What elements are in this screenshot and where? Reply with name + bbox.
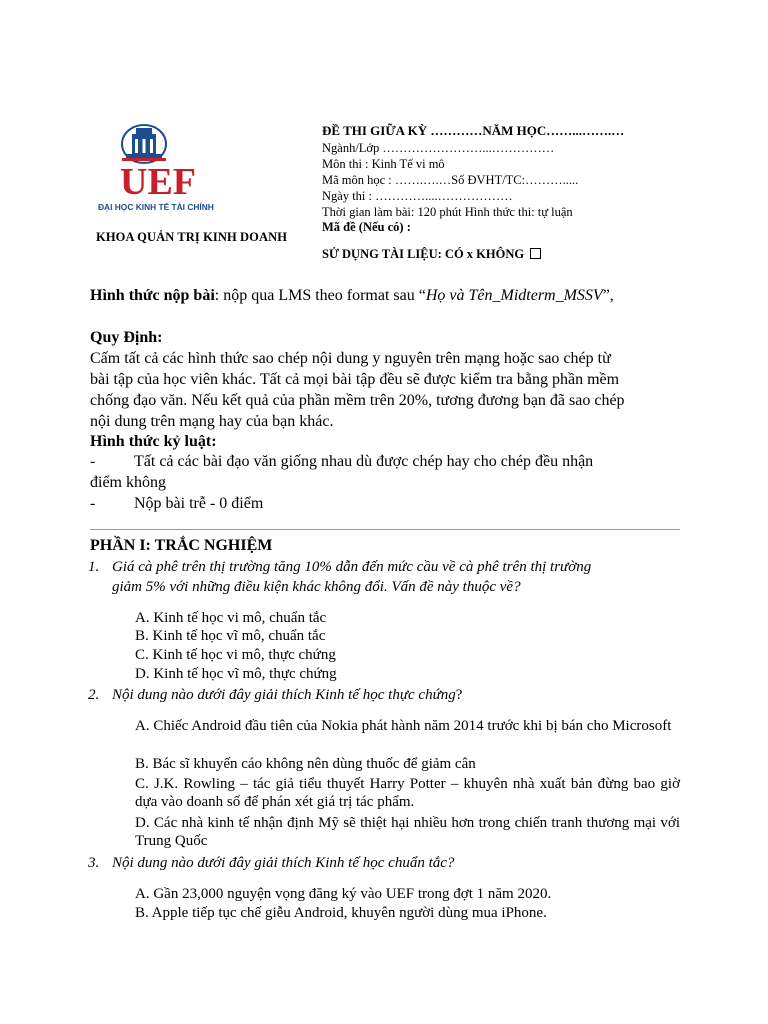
question-2-text: Nội dung nào dưới đây giải thích Kinh tế học thực chứng <box>112 687 456 703</box>
discipline-item-2 <box>90 494 263 514</box>
university-building-icon <box>96 124 236 216</box>
q1-option-c: C. Kinh tế học vi mô, thực chứng <box>135 647 336 663</box>
logo-caption: ĐẠI HỌC KINH TẾ TÀI CHÍNH <box>98 202 214 212</box>
question-2 <box>88 685 680 705</box>
discipline-text-2: Nộp bài trễ - 0 điểm <box>134 495 264 512</box>
question-2-qmark: ? <box>455 687 463 703</box>
rules-line-4: nội dung trên mạng hay của bạn khác. <box>90 413 334 430</box>
question-1-line-2: giảm 5% với những điều kiện khác không đổi. Vấn đề này thuộc về? <box>112 579 521 595</box>
submission-end: ”, <box>602 287 614 304</box>
subject: Môn thi : Kinh Tế vi mô <box>322 157 445 171</box>
discipline-heading: Hình thức kỷ luật: <box>90 433 217 450</box>
duration-format: Thời gian làm bài: 120 phút Hình thức thi: tự luận <box>322 205 573 219</box>
course-code: Mã môn học : …….….…Số ĐVHT/TC:………..... <box>322 173 579 187</box>
submission-label: Hình thức nộp bài <box>90 287 215 304</box>
uef-logo <box>96 124 236 216</box>
q1-option-b: B. Kinh tế học vĩ mô, chuẩn tắc <box>135 628 326 644</box>
question-3-text: Nội dung nào dưới đây giải thích Kinh tế học chuẩn tắc? <box>112 855 455 871</box>
no-materials-checkbox[interactable] <box>530 248 541 259</box>
rules-line-3: chống đạo văn. Nếu kết quả của phần mềm trên 20%, tương đương bạn đã sao chép <box>90 392 625 409</box>
major-class: Ngành/Lớp ……………………...…………… <box>322 141 555 155</box>
logo-wordmark: UEF <box>120 161 196 203</box>
submission-text: : nộp qua LMS theo format sau “ <box>214 287 426 304</box>
submission-format: Họ và Tên_Midterm_MSSV <box>425 287 603 304</box>
rules-heading: Quy Định: <box>90 329 163 346</box>
discipline-text-1: Tất cả các bài đạo văn giống nhau dù được chép hay cho chép đều nhận <box>134 453 594 470</box>
q3-option-a: A. Gần 23,000 nguyện vọng đăng ký vào UEF trong đợt 1 năm 2020. <box>135 886 552 902</box>
q1-option-a: A. Kinh tế học vi mô, chuẩn tắc <box>135 610 327 626</box>
exam-date: Ngày thi : …………....……………… <box>322 189 513 203</box>
question-3 <box>88 853 680 873</box>
discipline-item-1 <box>90 452 593 472</box>
divider <box>90 529 680 530</box>
bullet-dash: - <box>90 495 96 512</box>
q1-option-d: D. Kinh tế học vĩ mô, thực chứng <box>135 666 337 682</box>
bullet-dash: - <box>90 453 96 470</box>
q2-option-b: B. Bác sĩ khuyến cáo không nên dùng thuốc để giảm cân <box>135 756 476 772</box>
materials-text: SỬ DỤNG TÀI LIỆU: CÓ x KHÔNG <box>322 247 525 261</box>
rules-line-1: Cấm tất cả các hình thức sao chép nội dung y nguyên trên mạng hoặc sao chép từ <box>90 350 611 367</box>
discipline-text-1b: điểm không <box>90 474 166 491</box>
question-1 <box>88 557 680 597</box>
q2-option-d: D. Các nhà kinh tế nhận định Mỹ sẽ thiệt hại nhiều hơn trong chiến tranh thương mại với Trung Quốc <box>135 815 680 849</box>
part1-heading: PHẦN I: TRẮC NGHIỆM <box>90 537 273 554</box>
faculty-name: KHOA QUẢN TRỊ KINH DOANH <box>96 230 288 244</box>
exam-title: ĐỀ THI GIỮA KỲ …………NĂM HỌC……...…….… <box>322 123 625 138</box>
question-number: 1. <box>88 559 100 575</box>
question-1-line-1: Giá cà phê trên thị trường tăng 10% dẫn đến mức cầu về cà phê trên thị trường <box>112 559 592 575</box>
q2-option-c: C. J.K. Rowling – tác giả tiểu thuyết Harry Potter – khuyên nhà xuất bản đừng bao giờ dựa vào doanh số để phán xét giá trị tác phẩm. <box>135 776 680 810</box>
rules-line-2: bài tập của học viên khác. Tất cả mọi bài tập đều sẽ được kiểm tra bằng phần mềm <box>90 371 620 388</box>
question-number: 3. <box>88 855 100 871</box>
question-number: 2. <box>88 687 100 703</box>
exam-code: Mã đề (Nếu có) : <box>322 220 411 234</box>
materials-line <box>322 247 541 262</box>
q3-option-b: B. Apple tiếp tục chế giễu Android, khuyên người dùng mua iPhone. <box>135 905 547 921</box>
q2-option-a: A. Chiếc Android đầu tiên của Nokia phát hành năm 2014 trước khi bị bán cho Microsoft <box>135 718 672 734</box>
submission-line <box>90 285 614 306</box>
